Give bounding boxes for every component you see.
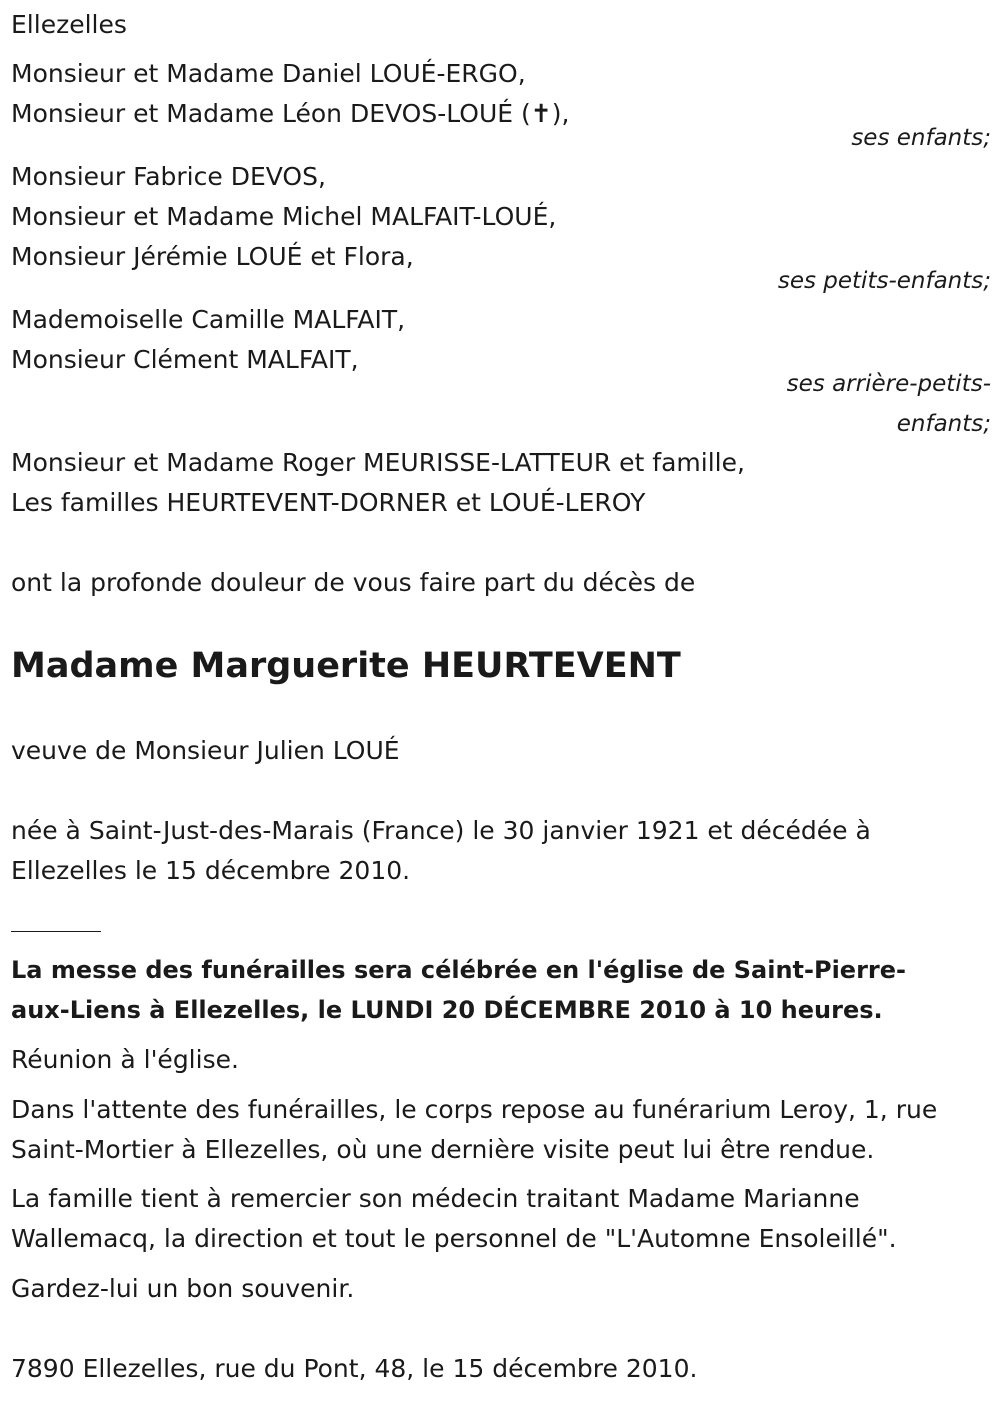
rest-line-1: Dans l'attente des funérailles, le corps repose au funérarium Leroy, 1, rue — [11, 1095, 938, 1124]
role-grandchildren: ses petits-enfants; — [777, 268, 991, 294]
grandchildren-line-1: Monsieur Fabrice DEVOS, — [11, 162, 326, 191]
widow-of-text: veuve de Monsieur Julien LOUÉ — [11, 736, 400, 765]
mass-line-2: aux-Liens à Ellezelles, le LUNDI 20 DÉCEMBRE 2010 à 10 heures. — [11, 996, 883, 1024]
thanks-line-2: Wallemacq, la direction et tout le personnel de "L'Automne Ensoleillé". — [11, 1224, 897, 1253]
meeting-text: Réunion à l'église. — [11, 1045, 239, 1074]
announcement-text: ont la profonde douleur de vous faire part du décès de — [11, 568, 696, 597]
great-grandchildren-line-1: Mademoiselle Camille MALFAIT, — [11, 305, 406, 334]
children-line-1: Monsieur et Madame Daniel LOUÉ-ERGO, — [11, 59, 526, 88]
separator-rule — [11, 931, 101, 932]
rest-line-2: Saint-Mortier à Ellezelles, où une dernière visite peut lui être rendue. — [11, 1135, 875, 1164]
birth-death-line-1: née à Saint-Just-des-Marais (France) le 30 janvier 1921 et décédée à — [11, 816, 871, 845]
families-line-1: Monsieur et Madame Roger MEURISSE-LATTEUR et famille, — [11, 448, 745, 477]
deceased-name: Madame Marguerite HEURTEVENT — [11, 646, 681, 686]
role-great-grandchildren-2: enfants; — [896, 411, 991, 437]
birth-death-line-2: Ellezelles le 15 décembre 2010. — [11, 856, 411, 885]
grandchildren-line-3: Monsieur Jérémie LOUÉ et Flora, — [11, 242, 414, 271]
grandchildren-line-2: Monsieur et Madame Michel MALFAIT-LOUÉ, — [11, 202, 557, 231]
thanks-line-1: La famille tient à remercier son médecin traitant Madame Marianne — [11, 1184, 860, 1213]
souvenir-text: Gardez-lui un bon souvenir. — [11, 1274, 355, 1303]
role-children: ses enfants; — [851, 125, 991, 151]
mass-line-1: La messe des funérailles sera célébrée en l'église de Saint-Pierre- — [11, 956, 906, 984]
address-date-footer: 7890 Ellezelles, rue du Pont, 48, le 15 décembre 2010. — [11, 1354, 698, 1383]
role-great-grandchildren-1: ses arrière-petits- — [786, 371, 991, 397]
families-line-2: Les familles HEURTEVENT-DORNER et LOUÉ-LEROY — [11, 488, 646, 517]
children-line-2: Monsieur et Madame Léon DEVOS-LOUÉ (✝), — [11, 99, 570, 128]
place-header: Ellezelles — [11, 10, 127, 39]
great-grandchildren-line-2: Monsieur Clément MALFAIT, — [11, 345, 359, 374]
